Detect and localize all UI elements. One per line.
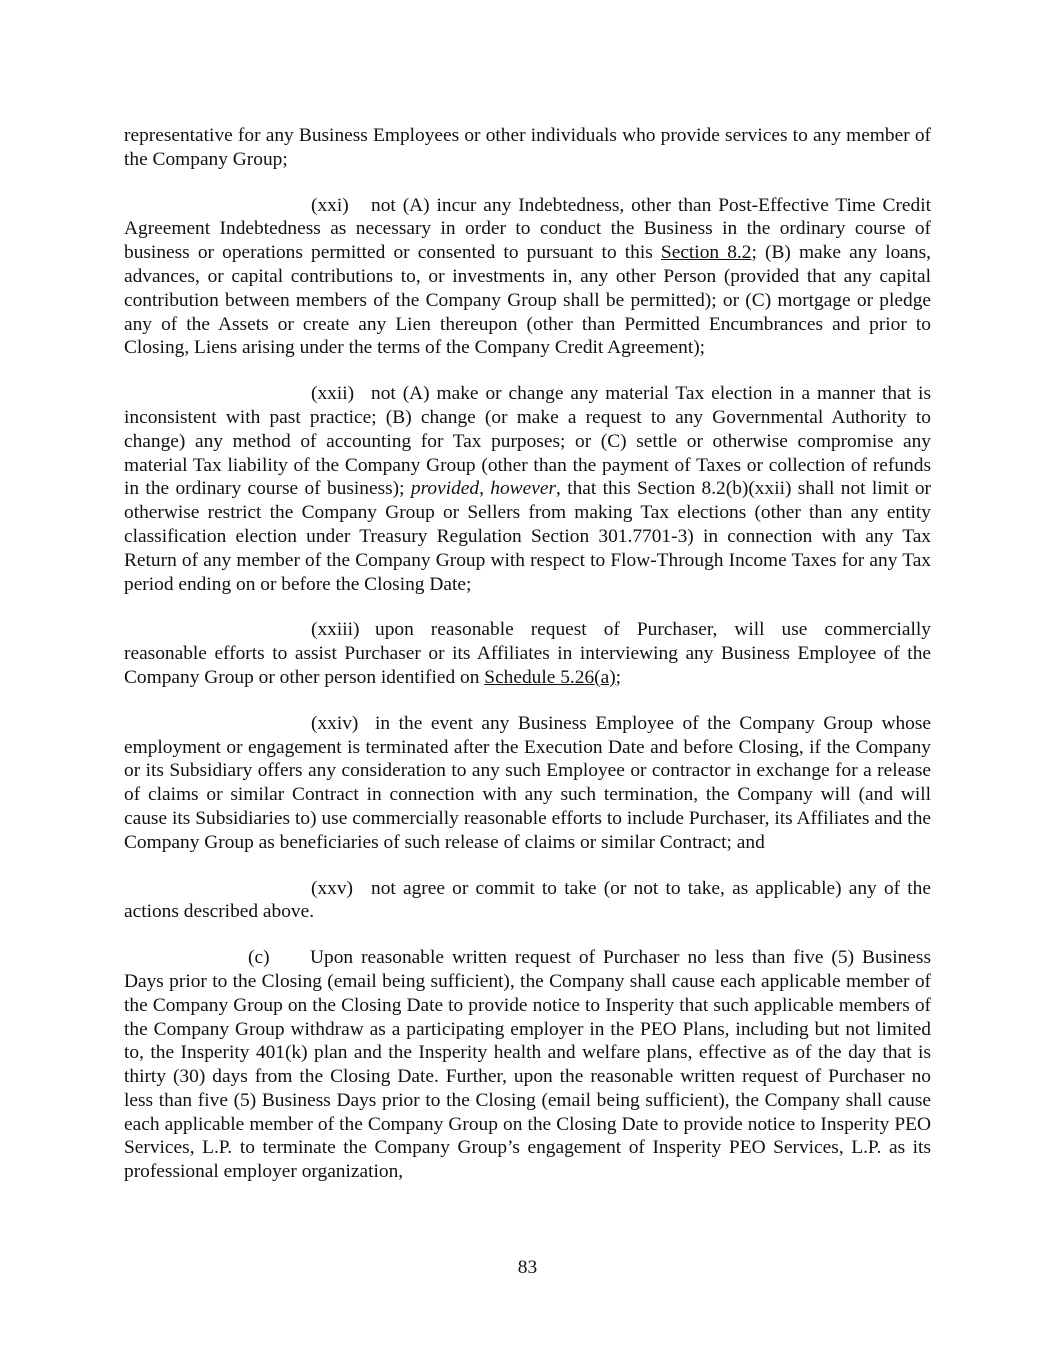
- clause-text: upon reasonable request of Purchaser, will use commercially reasonable efforts to assist Purchaser or its Affiliates in interviewing any Business Employee of the Company Group or other person identified on: [124, 619, 931, 688]
- clause-number: (xxiii): [311, 619, 360, 641]
- clause-number: (xxi): [311, 194, 349, 216]
- clause-xxiv: [124, 712, 931, 855]
- continuation-paragraph: representative for any Business Employees or other individuals who provide services to any member of the Company Group;: [124, 125, 931, 170]
- clause-xxii: [124, 382, 931, 596]
- clause-number: (xxv): [311, 877, 354, 899]
- page-number: 83: [517, 1257, 538, 1278]
- clause-text: not agree or commit to take (or not to take, as applicable) any of the actions described above.: [124, 877, 931, 923]
- clause-xxi: [124, 194, 931, 361]
- section-c: [124, 946, 931, 1184]
- section-text: Upon reasonable written request of Purchaser no less than five (5) Business Days prior to the Closing (email being sufficient), the Company shall cause each applicable member of the Company Group on the Closing Date to provide notice to Insperity that such applicable members of the Company Group withdraw as a participating employer in the PEO Plans, including but not limited to, the Insperity 401(k) plan and the Insperity health and welfare plans, effective as of the day that is thirty (30) days from the Closing Date. Further, upon the reasonable written request of Purchaser no less than five (5) Business Days prior to the Closing (email being sufficient), the Company shall cause each applicable member of the Company Group on the Closing Date to provide notice to Insperity PEO Services, L.P. to terminate the Company Group’s engagement of Insperity PEO Services, L.P. as its professional employer organization,: [124, 947, 931, 1183]
- clause-text: in the event any Business Employee of the Company Group whose employment or engagement is terminated after the Execution Date and before Closing, if the Company or its Subsidiary offers any consideration to any such Employee or contractor in exchange for a release of claims or similar Contract in connection with any such termination, the Company will (and will cause its Subsidiaries to) use commercially reasonable efforts to include Purchaser, its Affiliates and the Company Group as beneficiaries of such release of claims or similar Contract; and: [124, 712, 931, 853]
- clause-text: ; (B) make any loans, advances, or capital contributions to, or investments in, any other Person (provided that any capital contribution between members of the Company Group shall be permitted); or (C) mortgage or pledge any of the Assets or create any Lien thereupon (other than Permitted Encumbrances and prior to Closing, Liens arising under the terms of the Company Credit Agreement);: [124, 242, 931, 359]
- clause-xxv: [124, 877, 931, 925]
- clause-text: not (A) make or change any material Tax election in a manner that is inconsistent with past practice; (B) change (or make a request to any Governmental Authority to change) any method of accounting for Tax purposes; or (C) settle or otherwise compromise any material Tax liability of the Company Group (other than the payment of Taxes or collection of refunds in the ordinary course of business);: [124, 383, 931, 500]
- clause-xxiii: [124, 618, 931, 689]
- clause-text: , that this Section 8.2(b)(xxii) shall not limit or otherwise restrict the Company Group or Sellers from making Tax elections (other than any entity classification election under Treasury Regulation Section 301.7701-3) in connection with any Tax Return of any member of the Company Group with respect to Flow-Through Income Taxes for any Tax period ending on or before the Closing Date;: [124, 478, 932, 595]
- section-reference: Section 8.2: [660, 242, 752, 264]
- clause-number: (xxiv): [311, 712, 359, 734]
- clause-text: ;: [615, 666, 622, 688]
- document-page: [124, 124, 931, 1206]
- section-number: (c): [248, 947, 270, 969]
- clause-number: (xxii): [311, 383, 355, 405]
- clause-text: not (A) incur any Indebtedness, other than Post-Effective Time Credit Agreement Indebtedness as necessary in order to conduct the Business in the ordinary course of business or operations permitted or consented to pursuant to this: [124, 194, 931, 264]
- proviso-italic: provided, however: [410, 478, 556, 500]
- schedule-reference: Schedule 5.26(a): [484, 666, 616, 688]
